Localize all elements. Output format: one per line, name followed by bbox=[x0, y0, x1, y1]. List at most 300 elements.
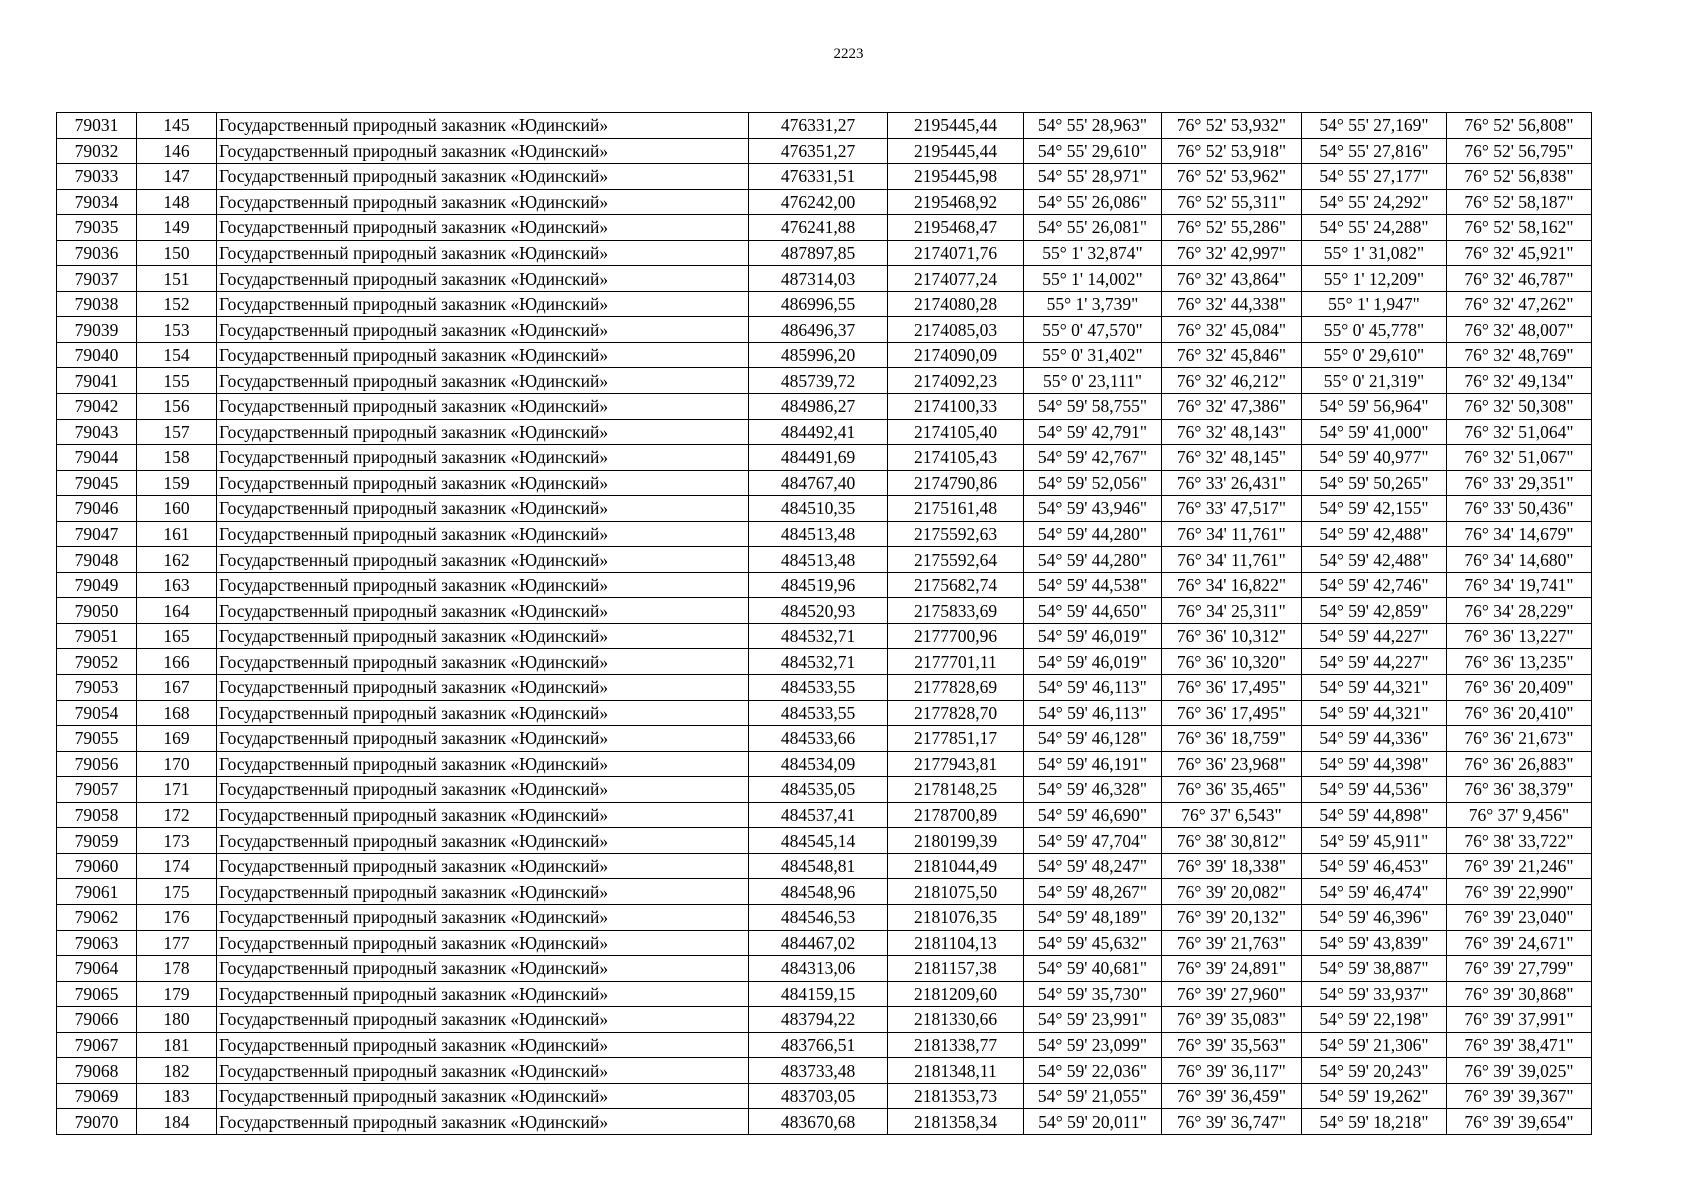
object-name-cell: Государственный природный заказник «Юдинский» bbox=[217, 572, 749, 598]
point-number-cell: 171 bbox=[137, 777, 217, 803]
object-name-cell: Государственный природный заказник «Юдинский» bbox=[217, 1058, 749, 1084]
page-number: 2223 bbox=[833, 46, 864, 62]
table-row bbox=[57, 1109, 1592, 1135]
latitude-cell: 55° 1' 3,739" bbox=[1024, 291, 1162, 317]
object-name-cell: Государственный природный заказник «Юдинский» bbox=[217, 240, 749, 266]
x-coordinate-cell: 484519,96 bbox=[749, 572, 888, 598]
latitude-cell: 54° 59' 44,538" bbox=[1024, 572, 1162, 598]
object-name-cell: Государственный природный заказник «Юдинский» bbox=[217, 904, 749, 930]
row-id-cell: 79061 bbox=[57, 879, 137, 905]
latitude-cell: 54° 59' 22,036" bbox=[1024, 1058, 1162, 1084]
longitude-cell: 76° 39' 36,459" bbox=[1162, 1083, 1302, 1109]
y-coordinate-cell: 2181104,13 bbox=[888, 930, 1024, 956]
object-name-cell: Государственный природный заказник «Юдинский» bbox=[217, 623, 749, 649]
point-number-cell: 179 bbox=[137, 981, 217, 1007]
longitude-alt-cell: 76° 39' 39,654" bbox=[1447, 1109, 1592, 1135]
table-row bbox=[57, 215, 1592, 241]
table-row bbox=[57, 189, 1592, 215]
object-name-cell: Государственный природный заказник «Юдинский» bbox=[217, 981, 749, 1007]
y-coordinate-cell: 2174790,86 bbox=[888, 470, 1024, 496]
point-number-cell: 178 bbox=[137, 956, 217, 982]
longitude-cell: 76° 36' 18,759" bbox=[1162, 726, 1302, 752]
point-number-cell: 175 bbox=[137, 879, 217, 905]
latitude-alt-cell: 54° 59' 20,243" bbox=[1302, 1058, 1447, 1084]
y-coordinate-cell: 2174071,76 bbox=[888, 240, 1024, 266]
table-row bbox=[57, 675, 1592, 701]
longitude-cell: 76° 52' 53,918" bbox=[1162, 138, 1302, 164]
longitude-cell: 76° 39' 36,117" bbox=[1162, 1058, 1302, 1084]
table-row bbox=[57, 956, 1592, 982]
longitude-alt-cell: 76° 52' 56,838" bbox=[1447, 164, 1592, 190]
longitude-cell: 76° 37' 6,543" bbox=[1162, 802, 1302, 828]
y-coordinate-cell: 2174105,40 bbox=[888, 419, 1024, 445]
y-coordinate-cell: 2181157,38 bbox=[888, 956, 1024, 982]
x-coordinate-cell: 484534,09 bbox=[749, 751, 888, 777]
object-name-cell: Государственный природный заказник «Юдинский» bbox=[217, 394, 749, 420]
point-number-cell: 168 bbox=[137, 700, 217, 726]
y-coordinate-cell: 2195445,44 bbox=[888, 138, 1024, 164]
latitude-cell: 54° 59' 42,791" bbox=[1024, 419, 1162, 445]
point-number-cell: 170 bbox=[137, 751, 217, 777]
y-coordinate-cell: 2181358,34 bbox=[888, 1109, 1024, 1135]
row-id-cell: 79064 bbox=[57, 956, 137, 982]
latitude-cell: 54° 55' 29,610" bbox=[1024, 138, 1162, 164]
object-name-cell: Государственный природный заказник «Юдинский» bbox=[217, 956, 749, 982]
object-name-cell: Государственный природный заказник «Юдинский» bbox=[217, 164, 749, 190]
table-row bbox=[57, 904, 1592, 930]
row-id-cell: 79043 bbox=[57, 419, 137, 445]
latitude-cell: 54° 59' 43,946" bbox=[1024, 496, 1162, 522]
object-name-cell: Государственный природный заказник «Юдинский» bbox=[217, 675, 749, 701]
latitude-cell: 54° 59' 21,055" bbox=[1024, 1083, 1162, 1109]
x-coordinate-cell: 484533,55 bbox=[749, 675, 888, 701]
latitude-cell: 54° 59' 48,189" bbox=[1024, 904, 1162, 930]
point-number-cell: 160 bbox=[137, 496, 217, 522]
object-name-cell: Государственный природный заказник «Юдинский» bbox=[217, 521, 749, 547]
y-coordinate-cell: 2174092,23 bbox=[888, 368, 1024, 394]
object-name-cell: Государственный природный заказник «Юдинский» bbox=[217, 189, 749, 215]
table-row bbox=[57, 853, 1592, 879]
longitude-alt-cell: 76° 39' 22,990" bbox=[1447, 879, 1592, 905]
y-coordinate-cell: 2174090,09 bbox=[888, 342, 1024, 368]
longitude-cell: 76° 39' 20,082" bbox=[1162, 879, 1302, 905]
latitude-alt-cell: 54° 59' 42,155" bbox=[1302, 496, 1447, 522]
table-row bbox=[57, 164, 1592, 190]
y-coordinate-cell: 2174105,43 bbox=[888, 445, 1024, 471]
longitude-cell: 76° 32' 45,084" bbox=[1162, 317, 1302, 343]
row-id-cell: 79031 bbox=[57, 113, 137, 139]
x-coordinate-cell: 476242,00 bbox=[749, 189, 888, 215]
object-name-cell: Государственный природный заказник «Юдинский» bbox=[217, 853, 749, 879]
table-row bbox=[57, 598, 1592, 624]
latitude-cell: 54° 59' 46,690" bbox=[1024, 802, 1162, 828]
latitude-alt-cell: 55° 1' 12,209" bbox=[1302, 266, 1447, 292]
longitude-alt-cell: 76° 52' 56,808" bbox=[1447, 113, 1592, 139]
table-row bbox=[57, 113, 1592, 139]
x-coordinate-cell: 483670,68 bbox=[749, 1109, 888, 1135]
point-number-cell: 161 bbox=[137, 521, 217, 547]
latitude-alt-cell: 54° 55' 27,169" bbox=[1302, 113, 1447, 139]
y-coordinate-cell: 2174080,28 bbox=[888, 291, 1024, 317]
row-id-cell: 79032 bbox=[57, 138, 137, 164]
latitude-alt-cell: 54° 59' 44,321" bbox=[1302, 700, 1447, 726]
row-id-cell: 79048 bbox=[57, 547, 137, 573]
latitude-cell: 54° 59' 20,011" bbox=[1024, 1109, 1162, 1135]
row-id-cell: 79052 bbox=[57, 649, 137, 675]
x-coordinate-cell: 487314,03 bbox=[749, 266, 888, 292]
longitude-alt-cell: 76° 32' 50,308" bbox=[1447, 394, 1592, 420]
point-number-cell: 151 bbox=[137, 266, 217, 292]
latitude-alt-cell: 54° 59' 56,964" bbox=[1302, 394, 1447, 420]
longitude-alt-cell: 76° 52' 56,795" bbox=[1447, 138, 1592, 164]
y-coordinate-cell: 2177943,81 bbox=[888, 751, 1024, 777]
row-id-cell: 79066 bbox=[57, 1007, 137, 1033]
y-coordinate-cell: 2195445,44 bbox=[888, 113, 1024, 139]
point-number-cell: 158 bbox=[137, 445, 217, 471]
latitude-cell: 54° 59' 46,019" bbox=[1024, 623, 1162, 649]
x-coordinate-cell: 484510,35 bbox=[749, 496, 888, 522]
point-number-cell: 145 bbox=[137, 113, 217, 139]
table-row bbox=[57, 572, 1592, 598]
table-row bbox=[57, 419, 1592, 445]
latitude-cell: 54° 59' 23,991" bbox=[1024, 1007, 1162, 1033]
longitude-cell: 76° 39' 35,563" bbox=[1162, 1032, 1302, 1058]
y-coordinate-cell: 2195468,92 bbox=[888, 189, 1024, 215]
object-name-cell: Государственный природный заказник «Юдинский» bbox=[217, 777, 749, 803]
longitude-alt-cell: 76° 36' 13,227" bbox=[1447, 623, 1592, 649]
y-coordinate-cell: 2177700,96 bbox=[888, 623, 1024, 649]
latitude-cell: 54° 59' 48,267" bbox=[1024, 879, 1162, 905]
row-id-cell: 79044 bbox=[57, 445, 137, 471]
object-name-cell: Государственный природный заказник «Юдинский» bbox=[217, 1007, 749, 1033]
longitude-alt-cell: 76° 33' 50,436" bbox=[1447, 496, 1592, 522]
row-id-cell: 79059 bbox=[57, 828, 137, 854]
table-row bbox=[57, 240, 1592, 266]
latitude-cell: 54° 59' 52,056" bbox=[1024, 470, 1162, 496]
y-coordinate-cell: 2181348,11 bbox=[888, 1058, 1024, 1084]
x-coordinate-cell: 484545,14 bbox=[749, 828, 888, 854]
longitude-cell: 76° 32' 48,143" bbox=[1162, 419, 1302, 445]
latitude-alt-cell: 54° 59' 44,336" bbox=[1302, 726, 1447, 752]
latitude-alt-cell: 54° 59' 44,227" bbox=[1302, 649, 1447, 675]
latitude-alt-cell: 54° 59' 41,000" bbox=[1302, 419, 1447, 445]
x-coordinate-cell: 484548,96 bbox=[749, 879, 888, 905]
object-name-cell: Государственный природный заказник «Юдинский» bbox=[217, 445, 749, 471]
table-row bbox=[57, 368, 1592, 394]
object-name-cell: Государственный природный заказник «Юдинский» bbox=[217, 930, 749, 956]
x-coordinate-cell: 484532,71 bbox=[749, 623, 888, 649]
table-row bbox=[57, 470, 1592, 496]
point-number-cell: 163 bbox=[137, 572, 217, 598]
longitude-cell: 76° 36' 17,495" bbox=[1162, 700, 1302, 726]
x-coordinate-cell: 484492,41 bbox=[749, 419, 888, 445]
x-coordinate-cell: 484532,71 bbox=[749, 649, 888, 675]
longitude-cell: 76° 32' 43,864" bbox=[1162, 266, 1302, 292]
latitude-alt-cell: 54° 59' 46,453" bbox=[1302, 853, 1447, 879]
object-name-cell: Государственный природный заказник «Юдинский» bbox=[217, 547, 749, 573]
x-coordinate-cell: 484537,41 bbox=[749, 802, 888, 828]
row-id-cell: 79039 bbox=[57, 317, 137, 343]
longitude-alt-cell: 76° 32' 48,769" bbox=[1447, 342, 1592, 368]
y-coordinate-cell: 2177701,11 bbox=[888, 649, 1024, 675]
table-row bbox=[57, 266, 1592, 292]
latitude-alt-cell: 54° 59' 21,306" bbox=[1302, 1032, 1447, 1058]
latitude-alt-cell: 54° 59' 45,911" bbox=[1302, 828, 1447, 854]
object-name-cell: Государственный природный заказник «Юдинский» bbox=[217, 598, 749, 624]
table-row bbox=[57, 445, 1592, 471]
latitude-alt-cell: 54° 59' 33,937" bbox=[1302, 981, 1447, 1007]
longitude-cell: 76° 36' 17,495" bbox=[1162, 675, 1302, 701]
object-name-cell: Государственный природный заказник «Юдинский» bbox=[217, 138, 749, 164]
latitude-cell: 55° 1' 32,874" bbox=[1024, 240, 1162, 266]
latitude-alt-cell: 54° 59' 43,839" bbox=[1302, 930, 1447, 956]
row-id-cell: 79070 bbox=[57, 1109, 137, 1135]
longitude-alt-cell: 76° 39' 37,991" bbox=[1447, 1007, 1592, 1033]
latitude-cell: 54° 59' 42,767" bbox=[1024, 445, 1162, 471]
x-coordinate-cell: 484313,06 bbox=[749, 956, 888, 982]
y-coordinate-cell: 2195468,47 bbox=[888, 215, 1024, 241]
latitude-cell: 54° 59' 35,730" bbox=[1024, 981, 1162, 1007]
table-row bbox=[57, 496, 1592, 522]
point-number-cell: 166 bbox=[137, 649, 217, 675]
point-number-cell: 167 bbox=[137, 675, 217, 701]
table-body bbox=[57, 113, 1592, 1135]
longitude-alt-cell: 76° 32' 48,007" bbox=[1447, 317, 1592, 343]
longitude-cell: 76° 32' 46,212" bbox=[1162, 368, 1302, 394]
point-number-cell: 183 bbox=[137, 1083, 217, 1109]
y-coordinate-cell: 2181075,50 bbox=[888, 879, 1024, 905]
table-row bbox=[57, 1032, 1592, 1058]
row-id-cell: 79045 bbox=[57, 470, 137, 496]
longitude-alt-cell: 76° 36' 20,409" bbox=[1447, 675, 1592, 701]
row-id-cell: 79050 bbox=[57, 598, 137, 624]
latitude-cell: 54° 55' 26,081" bbox=[1024, 215, 1162, 241]
y-coordinate-cell: 2175592,64 bbox=[888, 547, 1024, 573]
longitude-cell: 76° 39' 27,960" bbox=[1162, 981, 1302, 1007]
longitude-cell: 76° 39' 20,132" bbox=[1162, 904, 1302, 930]
row-id-cell: 79068 bbox=[57, 1058, 137, 1084]
point-number-cell: 164 bbox=[137, 598, 217, 624]
longitude-alt-cell: 76° 34' 14,679" bbox=[1447, 521, 1592, 547]
x-coordinate-cell: 484533,66 bbox=[749, 726, 888, 752]
latitude-alt-cell: 54° 59' 19,262" bbox=[1302, 1083, 1447, 1109]
x-coordinate-cell: 484520,93 bbox=[749, 598, 888, 624]
latitude-alt-cell: 54° 55' 27,816" bbox=[1302, 138, 1447, 164]
row-id-cell: 79067 bbox=[57, 1032, 137, 1058]
table-row bbox=[57, 802, 1592, 828]
longitude-alt-cell: 76° 34' 14,680" bbox=[1447, 547, 1592, 573]
longitude-cell: 76° 32' 48,145" bbox=[1162, 445, 1302, 471]
latitude-alt-cell: 54° 59' 42,488" bbox=[1302, 521, 1447, 547]
y-coordinate-cell: 2175682,74 bbox=[888, 572, 1024, 598]
row-id-cell: 79051 bbox=[57, 623, 137, 649]
longitude-alt-cell: 76° 39' 39,025" bbox=[1447, 1058, 1592, 1084]
latitude-cell: 54° 59' 23,099" bbox=[1024, 1032, 1162, 1058]
table-row bbox=[57, 777, 1592, 803]
x-coordinate-cell: 483766,51 bbox=[749, 1032, 888, 1058]
row-id-cell: 79053 bbox=[57, 675, 137, 701]
row-id-cell: 79054 bbox=[57, 700, 137, 726]
longitude-cell: 76° 34' 11,761" bbox=[1162, 547, 1302, 573]
table-row bbox=[57, 623, 1592, 649]
x-coordinate-cell: 484513,48 bbox=[749, 547, 888, 573]
y-coordinate-cell: 2174100,33 bbox=[888, 394, 1024, 420]
longitude-alt-cell: 76° 52' 58,187" bbox=[1447, 189, 1592, 215]
object-name-cell: Государственный природный заказник «Юдинский» bbox=[217, 317, 749, 343]
longitude-cell: 76° 32' 42,997" bbox=[1162, 240, 1302, 266]
longitude-cell: 76° 38' 30,812" bbox=[1162, 828, 1302, 854]
longitude-alt-cell: 76° 36' 38,379" bbox=[1447, 777, 1592, 803]
longitude-cell: 76° 39' 18,338" bbox=[1162, 853, 1302, 879]
x-coordinate-cell: 476331,27 bbox=[749, 113, 888, 139]
y-coordinate-cell: 2181209,60 bbox=[888, 981, 1024, 1007]
latitude-cell: 54° 55' 26,086" bbox=[1024, 189, 1162, 215]
x-coordinate-cell: 486996,55 bbox=[749, 291, 888, 317]
object-name-cell: Государственный природный заказник «Юдинский» bbox=[217, 828, 749, 854]
latitude-cell: 54° 59' 46,019" bbox=[1024, 649, 1162, 675]
y-coordinate-cell: 2177828,70 bbox=[888, 700, 1024, 726]
point-number-cell: 152 bbox=[137, 291, 217, 317]
longitude-cell: 76° 39' 24,891" bbox=[1162, 956, 1302, 982]
latitude-alt-cell: 54° 59' 38,887" bbox=[1302, 956, 1447, 982]
longitude-alt-cell: 76° 39' 38,471" bbox=[1447, 1032, 1592, 1058]
point-number-cell: 148 bbox=[137, 189, 217, 215]
latitude-cell: 54° 59' 46,128" bbox=[1024, 726, 1162, 752]
latitude-cell: 54° 59' 47,704" bbox=[1024, 828, 1162, 854]
object-name-cell: Государственный природный заказник «Юдинский» bbox=[217, 291, 749, 317]
x-coordinate-cell: 484535,05 bbox=[749, 777, 888, 803]
latitude-alt-cell: 54° 55' 24,292" bbox=[1302, 189, 1447, 215]
point-number-cell: 181 bbox=[137, 1032, 217, 1058]
x-coordinate-cell: 487897,85 bbox=[749, 240, 888, 266]
x-coordinate-cell: 476241,88 bbox=[749, 215, 888, 241]
object-name-cell: Государственный природный заказник «Юдинский» bbox=[217, 368, 749, 394]
longitude-cell: 76° 52' 53,932" bbox=[1162, 113, 1302, 139]
longitude-alt-cell: 76° 32' 49,134" bbox=[1447, 368, 1592, 394]
longitude-cell: 76° 34' 25,311" bbox=[1162, 598, 1302, 624]
latitude-cell: 54° 59' 45,632" bbox=[1024, 930, 1162, 956]
point-number-cell: 177 bbox=[137, 930, 217, 956]
object-name-cell: Государственный природный заказник «Юдинский» bbox=[217, 700, 749, 726]
point-number-cell: 162 bbox=[137, 547, 217, 573]
row-id-cell: 79058 bbox=[57, 802, 137, 828]
row-id-cell: 79063 bbox=[57, 930, 137, 956]
x-coordinate-cell: 484467,02 bbox=[749, 930, 888, 956]
x-coordinate-cell: 483703,05 bbox=[749, 1083, 888, 1109]
point-number-cell: 153 bbox=[137, 317, 217, 343]
y-coordinate-cell: 2178700,89 bbox=[888, 802, 1024, 828]
object-name-cell: Государственный природный заказник «Юдинский» bbox=[217, 496, 749, 522]
latitude-alt-cell: 54° 59' 44,536" bbox=[1302, 777, 1447, 803]
longitude-alt-cell: 76° 52' 58,162" bbox=[1447, 215, 1592, 241]
x-coordinate-cell: 483733,48 bbox=[749, 1058, 888, 1084]
row-id-cell: 79049 bbox=[57, 572, 137, 598]
latitude-alt-cell: 55° 0' 21,319" bbox=[1302, 368, 1447, 394]
latitude-cell: 54° 59' 46,113" bbox=[1024, 675, 1162, 701]
longitude-cell: 76° 52' 53,962" bbox=[1162, 164, 1302, 190]
y-coordinate-cell: 2174085,03 bbox=[888, 317, 1024, 343]
y-coordinate-cell: 2181076,35 bbox=[888, 904, 1024, 930]
y-coordinate-cell: 2195445,98 bbox=[888, 164, 1024, 190]
point-number-cell: 147 bbox=[137, 164, 217, 190]
y-coordinate-cell: 2175833,69 bbox=[888, 598, 1024, 624]
row-id-cell: 79069 bbox=[57, 1083, 137, 1109]
table-row bbox=[57, 930, 1592, 956]
x-coordinate-cell: 484533,55 bbox=[749, 700, 888, 726]
latitude-alt-cell: 55° 1' 31,082" bbox=[1302, 240, 1447, 266]
point-number-cell: 150 bbox=[137, 240, 217, 266]
table-row bbox=[57, 1058, 1592, 1084]
table-row bbox=[57, 394, 1592, 420]
latitude-alt-cell: 54° 59' 42,488" bbox=[1302, 547, 1447, 573]
object-name-cell: Государственный природный заказник «Юдинский» bbox=[217, 726, 749, 752]
y-coordinate-cell: 2178148,25 bbox=[888, 777, 1024, 803]
row-id-cell: 79035 bbox=[57, 215, 137, 241]
table-row bbox=[57, 726, 1592, 752]
table-row bbox=[57, 342, 1592, 368]
point-number-cell: 149 bbox=[137, 215, 217, 241]
point-number-cell: 173 bbox=[137, 828, 217, 854]
longitude-cell: 76° 33' 26,431" bbox=[1162, 470, 1302, 496]
longitude-alt-cell: 76° 33' 29,351" bbox=[1447, 470, 1592, 496]
point-number-cell: 154 bbox=[137, 342, 217, 368]
row-id-cell: 79033 bbox=[57, 164, 137, 190]
longitude-cell: 76° 36' 10,312" bbox=[1162, 623, 1302, 649]
longitude-cell: 76° 36' 35,465" bbox=[1162, 777, 1302, 803]
row-id-cell: 79046 bbox=[57, 496, 137, 522]
table-row bbox=[57, 828, 1592, 854]
object-name-cell: Государственный природный заказник «Юдинский» bbox=[217, 879, 749, 905]
longitude-alt-cell: 76° 36' 26,883" bbox=[1447, 751, 1592, 777]
longitude-alt-cell: 76° 32' 45,921" bbox=[1447, 240, 1592, 266]
object-name-cell: Государственный природный заказник «Юдинский» bbox=[217, 1109, 749, 1135]
longitude-cell: 76° 34' 11,761" bbox=[1162, 521, 1302, 547]
point-number-cell: 184 bbox=[137, 1109, 217, 1135]
longitude-alt-cell: 76° 39' 21,246" bbox=[1447, 853, 1592, 879]
row-id-cell: 79065 bbox=[57, 981, 137, 1007]
latitude-cell: 54° 59' 44,280" bbox=[1024, 547, 1162, 573]
longitude-alt-cell: 76° 32' 51,067" bbox=[1447, 445, 1592, 471]
longitude-cell: 76° 32' 44,338" bbox=[1162, 291, 1302, 317]
longitude-cell: 76° 52' 55,311" bbox=[1162, 189, 1302, 215]
latitude-alt-cell: 55° 0' 29,610" bbox=[1302, 342, 1447, 368]
x-coordinate-cell: 476331,51 bbox=[749, 164, 888, 190]
point-number-cell: 172 bbox=[137, 802, 217, 828]
y-coordinate-cell: 2177851,17 bbox=[888, 726, 1024, 752]
row-id-cell: 79047 bbox=[57, 521, 137, 547]
coordinates-table bbox=[56, 112, 1592, 1135]
longitude-cell: 76° 32' 45,846" bbox=[1162, 342, 1302, 368]
latitude-alt-cell: 54° 59' 44,321" bbox=[1302, 675, 1447, 701]
x-coordinate-cell: 484767,40 bbox=[749, 470, 888, 496]
table-row bbox=[57, 649, 1592, 675]
point-number-cell: 180 bbox=[137, 1007, 217, 1033]
longitude-alt-cell: 76° 39' 23,040" bbox=[1447, 904, 1592, 930]
latitude-alt-cell: 54° 59' 42,746" bbox=[1302, 572, 1447, 598]
latitude-alt-cell: 54° 55' 27,177" bbox=[1302, 164, 1447, 190]
x-coordinate-cell: 484491,69 bbox=[749, 445, 888, 471]
latitude-alt-cell: 54° 59' 44,398" bbox=[1302, 751, 1447, 777]
longitude-cell: 76° 39' 21,763" bbox=[1162, 930, 1302, 956]
point-number-cell: 157 bbox=[137, 419, 217, 445]
longitude-alt-cell: 76° 39' 39,367" bbox=[1447, 1083, 1592, 1109]
object-name-cell: Государственный природный заказник «Юдинский» bbox=[217, 419, 749, 445]
row-id-cell: 79037 bbox=[57, 266, 137, 292]
latitude-alt-cell: 54° 59' 46,474" bbox=[1302, 879, 1447, 905]
x-coordinate-cell: 484159,15 bbox=[749, 981, 888, 1007]
latitude-alt-cell: 54° 59' 22,198" bbox=[1302, 1007, 1447, 1033]
row-id-cell: 79041 bbox=[57, 368, 137, 394]
